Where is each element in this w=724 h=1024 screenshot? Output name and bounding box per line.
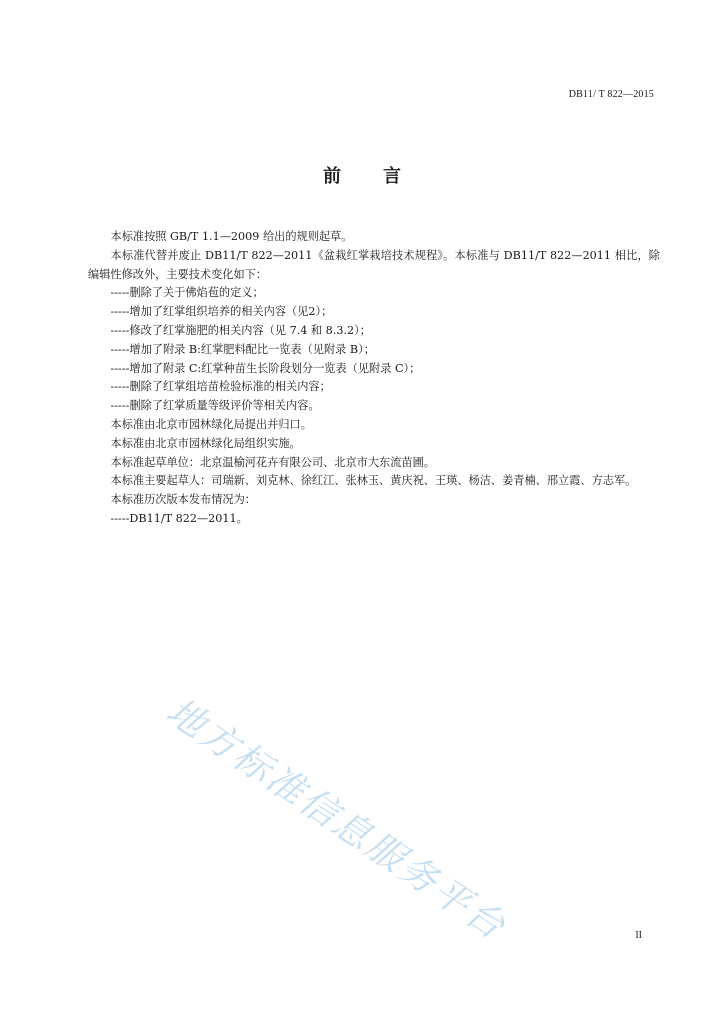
paragraph-implementer: 本标准由北京市园林绿化局组织实施。 xyxy=(110,436,301,450)
change-item: -----删除了红掌组培苗检验标准的相关内容； xyxy=(110,380,331,394)
paragraph-proposer: 本标准由北京市园林绿化局提出并归口。 xyxy=(110,417,312,431)
page-number: II xyxy=(635,930,642,941)
change-item: -----删除了红掌质量等级评价等相关内容。 xyxy=(110,399,320,413)
paragraph-drafting-units: 本标准起草单位：北京温榆河花卉有限公司、北京市大东流苗圃。 xyxy=(110,455,435,469)
paragraph-replacement: 本标准代替并废止 DB11/T 822—2011《盆栽红掌栽培技术规程》。本标准与 DB11/T 822—2011 相比，除编辑性修改外，主要技术变化如下： xyxy=(88,248,660,281)
change-item: -----增加了附录 B:红掌肥料配比一览表（见附录 B）； xyxy=(110,342,375,356)
change-item: -----增加了红掌组织培养的相关内容（见2）； xyxy=(110,305,333,319)
paragraph-drafting-rule: 本标准按照 GB/T 1.1—2009 给出的规则起草。 xyxy=(110,230,353,243)
paragraph-version-history: 本标准历次版本发布情况为： xyxy=(110,493,256,507)
standard-code-header: DB11/ T 822—2015 xyxy=(568,89,654,100)
change-item: -----增加了附录 C:红掌种苗生长阶段划分一览表（见附录 C）； xyxy=(110,361,421,375)
foreword-body xyxy=(88,228,660,529)
change-item: -----删除了关于佛焰苞的定义； xyxy=(110,286,264,300)
history-item: -----DB11/T 822—2011。 xyxy=(110,511,248,525)
change-item: -----修改了红掌施肥的相关内容（见 7.4 和 8.3.2）； xyxy=(110,323,371,337)
paragraph-drafters: 本标准主要起草人：司瑞新、刘克林、徐红江、张林玉、黄庆祝、王瑛、杨洁、姜青楠、邢立霞、方志军。 xyxy=(110,474,637,488)
watermark: 地方标准信息服务平台 xyxy=(158,689,515,949)
page-title: 前言 xyxy=(323,166,443,187)
